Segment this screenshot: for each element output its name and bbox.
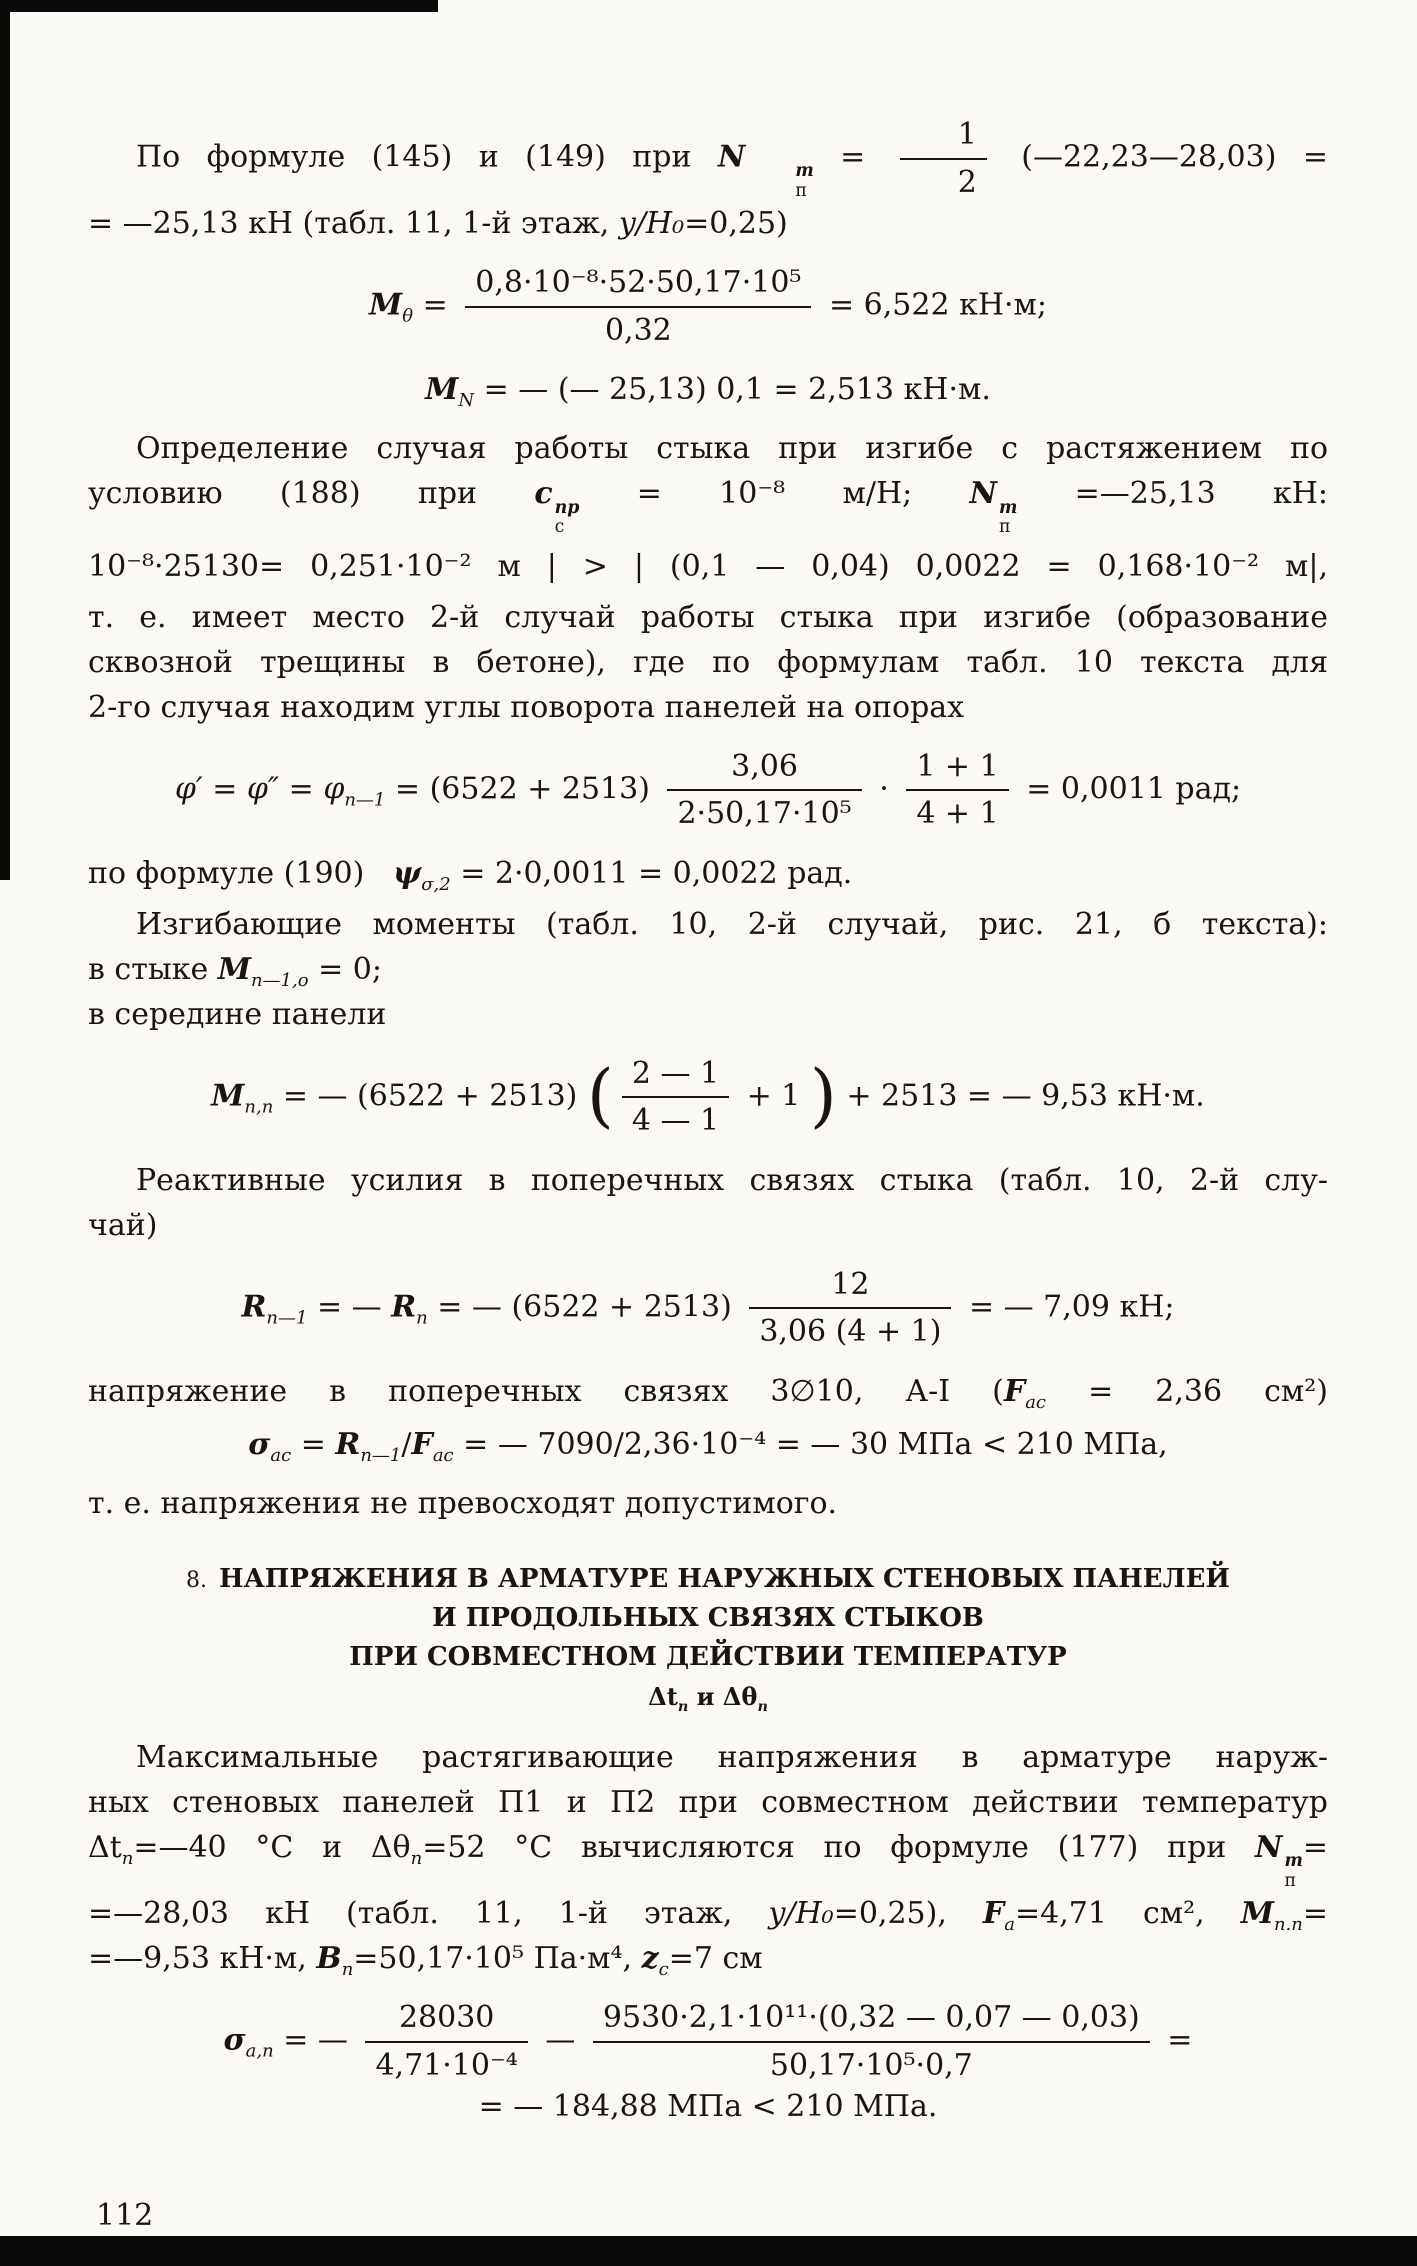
subscript: ас <box>432 1444 454 1466</box>
numerator: 2 — 1 <box>622 1055 729 1099</box>
var-M: M <box>369 287 403 323</box>
text-run: по формуле (190) <box>88 855 393 891</box>
subscript: п <box>795 180 807 201</box>
text-line <box>88 851 1328 896</box>
text-run: = <box>413 287 458 323</box>
scan-edge-bottom <box>0 2236 1417 2266</box>
var-c: c <box>534 476 553 512</box>
text-line <box>88 201 1328 246</box>
var-N: N <box>1255 1829 1283 1865</box>
text-line <box>88 902 1328 947</box>
text-run: =0,25) <box>684 206 788 242</box>
text-run: = — <box>273 2022 358 2058</box>
numerator: 9530·2,1·10¹¹·(0,32 — 0,07 — 0,03) <box>593 1999 1150 2043</box>
inequality-line <box>88 544 1328 589</box>
var-R: R <box>391 1289 417 1325</box>
fraction <box>906 748 1008 833</box>
text-line <box>88 1158 1328 1203</box>
fraction <box>465 264 811 349</box>
denominator: 2 <box>957 164 977 200</box>
numerator: 0,8·10⁻⁸·52·50,17·10⁵ <box>465 264 811 308</box>
text-line <box>88 1203 1328 1248</box>
var-phi: φ′ = φ″ = φ <box>174 771 345 807</box>
text-run: = — (— 25,13) 0,1 = 2,513 кН·м. <box>474 372 991 408</box>
subscript: п <box>121 1847 134 1869</box>
subscript: п.п <box>1273 1914 1303 1936</box>
text-run: Максимальные растягивающие напряжения в арматуре наруж- <box>136 1739 1328 1775</box>
text-run: = <box>1157 2022 1193 2058</box>
text-run: =0,25), <box>833 1896 983 1932</box>
subscript: ас <box>1025 1391 1047 1413</box>
text-line <box>88 116 1328 201</box>
text-line <box>88 1936 1328 1981</box>
scan-edge-left <box>0 0 10 880</box>
text-run: = <box>1302 1896 1328 1932</box>
subscript: n,п <box>244 1096 274 1118</box>
line-stress-ties <box>88 1369 1328 1414</box>
text-run: = 2·0,0011 = 0,0022 рад. <box>450 855 853 891</box>
text-run: =7 см <box>668 1941 763 1977</box>
text-run: т. е. имеет место 2-й случай работы стыка при изгибе (образование <box>88 599 1328 635</box>
text-line <box>88 992 1328 1037</box>
subscript: с <box>658 1959 669 1981</box>
text-run: = 10⁻⁸ м/Н; <box>579 476 970 512</box>
subscript: а <box>1004 1914 1015 1936</box>
superscript: пр <box>554 497 580 518</box>
numerator: 12 <box>749 1266 951 1310</box>
fraction <box>622 1055 729 1140</box>
para-joint-condition <box>88 426 1328 538</box>
var-F: F <box>1003 1373 1026 1409</box>
subscript: n—1 <box>344 789 386 811</box>
denominator: 4 — 1 <box>631 1103 720 1139</box>
text-run: = 0,0011 рад; <box>1016 771 1242 807</box>
denominator: 4,71·10⁻⁴ <box>375 2047 518 2083</box>
numerator: 1 <box>900 116 987 160</box>
text-run: + 1 <box>737 1078 810 1114</box>
right-paren: ) <box>809 1056 837 1137</box>
text-run: = — (6522 + 2513) <box>427 1289 742 1325</box>
scan-edge-top <box>0 0 438 12</box>
text-run: =—40 °С и Δθ <box>133 1829 411 1865</box>
superscript: m <box>998 497 1018 518</box>
heading-line <box>88 1599 1328 1638</box>
formula-rotation-angles <box>88 748 1328 833</box>
var-sigma: σ <box>248 1426 271 1462</box>
text-run: =—9,53 кН·м, <box>88 1941 317 1977</box>
text-run: условию (188) при <box>88 476 535 512</box>
supsub-N <box>747 162 813 201</box>
text-run: = — 184,88 МПа < 210 МПа. <box>478 2089 938 2125</box>
denominator: 4 + 1 <box>916 796 999 832</box>
text-run: = — <box>307 1289 392 1325</box>
text-run: (—22,23—28,03) = <box>994 139 1328 175</box>
subscript: п <box>1284 1870 1297 1891</box>
fraction <box>900 116 987 201</box>
text-line <box>88 1780 1328 1825</box>
formula-reactive-r <box>88 1266 1328 1351</box>
subscript: п <box>410 1847 423 1869</box>
heading-line <box>88 1638 1328 1677</box>
subscript: ас <box>270 1444 292 1466</box>
var-M: M <box>217 951 251 987</box>
var-B: B <box>316 1941 342 1977</box>
text-run: =4,71 см², <box>1014 1896 1241 1932</box>
text-run: ных стеновых панелей П1 и П2 при совместном действии температур <box>88 1784 1328 1820</box>
para-second-case <box>88 595 1328 730</box>
text-run: Определение случая работы стыка при изгибе с растяжением по <box>136 431 1328 467</box>
heading-text: НАПРЯЖЕНИЯ В АРМАТУРЕ НАРУЖНЫХ СТЕНОВЫХ ПАНЕЛЕЙ <box>219 1563 1230 1594</box>
multiplication-dot: · <box>869 771 899 807</box>
left-paren: ( <box>586 1056 614 1137</box>
text-line <box>88 426 1328 471</box>
text-run: =52 °С вычисляются по формуле (177) при <box>422 1829 1256 1865</box>
division-slash: / <box>401 1426 412 1462</box>
text-run: = —25,13 кН (табл. 11, 1-й этаж, <box>88 206 619 242</box>
text-run: + 2513 = — 9,53 кН·м. <box>836 1078 1205 1114</box>
delta-theta: Δθ <box>722 1681 758 1711</box>
subscript: σ,2 <box>421 873 451 895</box>
formula-sigma-ap <box>88 1999 1328 2129</box>
text-run: и <box>688 1681 723 1711</box>
superscript: m <box>1284 1851 1303 1872</box>
formula-line <box>88 2084 1328 2129</box>
text-run: в середине панели <box>88 996 387 1032</box>
text-run: 2-го случая находим углы поворота панелей на опорах <box>88 689 965 725</box>
subscript: п <box>998 517 1011 538</box>
formula-m-mid-panel <box>88 1055 1328 1140</box>
formula-sigma-ac <box>88 1422 1328 1467</box>
text-run: По формуле (145) и (149) при <box>136 139 718 175</box>
fraction <box>749 1266 951 1351</box>
section-heading-8 <box>88 1560 1328 1715</box>
para-conclusion <box>88 1481 1328 1526</box>
subscript: п <box>757 1697 768 1715</box>
para-max-stresses <box>88 1735 1328 1982</box>
text-run: = <box>291 1426 336 1462</box>
text-run: Изгибающие моменты (табл. 10, 2-й случай, рис. 21, б текста): <box>136 906 1328 942</box>
text-line <box>88 1891 1328 1936</box>
text-run: =50,17·10⁵ Па·м⁴, <box>353 1941 642 1977</box>
subscript: N <box>458 390 475 412</box>
para-bending-moments <box>88 902 1328 1037</box>
minus-sign: — <box>535 2022 585 2058</box>
numerator: 28030 <box>365 1999 527 2043</box>
text-line <box>88 595 1328 640</box>
var-F: F <box>982 1896 1005 1932</box>
text-run: = <box>1302 1829 1328 1865</box>
subscript: n—1,о <box>250 969 309 991</box>
supsub-N <box>999 499 1017 538</box>
page-number: 112 <box>96 2198 154 2233</box>
text-run: = (6522 + 2513) <box>385 771 660 807</box>
para-reactive-forces <box>88 1158 1328 1248</box>
delta-t: Δt <box>648 1681 678 1711</box>
var-N: N <box>969 476 997 512</box>
fraction <box>593 1999 1150 2084</box>
text-run: напряжение в поперечных связях 3∅10, А-I ( <box>88 1373 1004 1409</box>
text-run: = <box>813 139 892 175</box>
text-run: = 2,36 см²) <box>1046 1373 1328 1409</box>
heading-line <box>88 1560 1328 1599</box>
text-run: = — (6522 + 2513) <box>273 1078 587 1114</box>
denominator: 3,06 (4 + 1) <box>759 1314 942 1350</box>
var-R: R <box>241 1289 267 1325</box>
subscript: n—1 <box>266 1307 308 1329</box>
text-line <box>88 640 1328 685</box>
subscript: n <box>416 1307 428 1329</box>
text-run: = — 7,09 кН; <box>959 1289 1175 1325</box>
text-line <box>88 1369 1328 1414</box>
subscript: θ <box>402 305 414 327</box>
text-run: =—28,03 кН (табл. 11, 1-й этаж, <box>88 1896 769 1932</box>
numerator: 1 + 1 <box>906 748 1008 792</box>
text-run: = 0; <box>308 951 382 987</box>
var-M: M <box>1240 1896 1274 1932</box>
denominator: 0,32 <box>604 312 672 348</box>
subscript: n—1 <box>360 1444 402 1466</box>
page-content <box>88 110 1328 2147</box>
text-run: т. е. напряжения не превосходят допустимого. <box>88 1485 838 1521</box>
supsub-c <box>555 499 580 538</box>
text-run: = 6,522 кН·м; <box>819 287 1047 323</box>
text-line <box>88 1481 1328 1526</box>
heading-text: ПРИ СОВМЕСТНОМ ДЕЙСТВИИ ТЕМПЕРАТУР <box>349 1641 1067 1672</box>
var-R: R <box>335 1426 361 1462</box>
text-run: сквозной трещины в бетоне), где по формулам табл. 10 текста для <box>88 644 1328 680</box>
text-line <box>88 544 1328 589</box>
var-N: N <box>717 139 746 175</box>
numerator: 3,06 <box>667 748 861 792</box>
var-y-H0: y/H₀ <box>768 1896 834 1932</box>
line-formula-190 <box>88 851 1328 896</box>
heading-subline <box>88 1679 1328 1715</box>
text-run: чай) <box>88 1207 158 1243</box>
subscript: с <box>554 517 565 538</box>
text-line <box>88 471 1328 538</box>
var-M: M <box>211 1078 245 1114</box>
formula-m-n <box>88 367 1328 412</box>
text-run: 10⁻⁸·25130= 0,251·10⁻² м | > | (0,1 — 0,04) 0,0022 = 0,168·10⁻² м|, <box>88 548 1328 584</box>
denominator: 2·50,17·10⁵ <box>677 796 852 832</box>
var-z: z <box>641 1941 659 1977</box>
text-line <box>88 1735 1328 1780</box>
var-F: F <box>411 1426 433 1462</box>
var-sigma: σ <box>223 2022 246 2058</box>
fraction <box>667 748 861 833</box>
section-number: 8. <box>186 1567 208 1593</box>
superscript: m <box>795 161 814 182</box>
fraction <box>365 1999 527 2084</box>
supsub-N <box>1284 1852 1302 1891</box>
denominator: 50,17·10⁵·0,7 <box>769 2047 973 2083</box>
text-run: в стыке <box>88 951 218 987</box>
var-M: M <box>425 372 459 408</box>
text-line <box>88 685 1328 730</box>
subscript: а,п <box>245 2040 274 2062</box>
var-y-H0: y/H₀ <box>618 206 685 242</box>
text-line <box>88 947 1328 992</box>
formula-m-theta <box>88 264 1328 349</box>
formula-line <box>88 1999 1328 2084</box>
text-line <box>88 1825 1328 1892</box>
subscript: п <box>341 1959 354 1981</box>
text-run: Реактивные усилия в поперечных связях стыка (табл. 10, 2-й слу- <box>136 1162 1328 1198</box>
para-formula-145-149 <box>88 116 1328 246</box>
text-run: =—25,13 кН: <box>1017 476 1328 512</box>
heading-text: И ПРОДОЛЬНЫХ СВЯЗЯХ СТЫКОВ <box>432 1602 984 1633</box>
text-run: = — 7090/2,36·10⁻⁴ = — 30 МПа < 210 МПа, <box>453 1426 1168 1462</box>
subscript: п <box>677 1697 689 1715</box>
delta-t: Δt <box>88 1829 122 1865</box>
var-psi: ψ <box>392 855 422 891</box>
